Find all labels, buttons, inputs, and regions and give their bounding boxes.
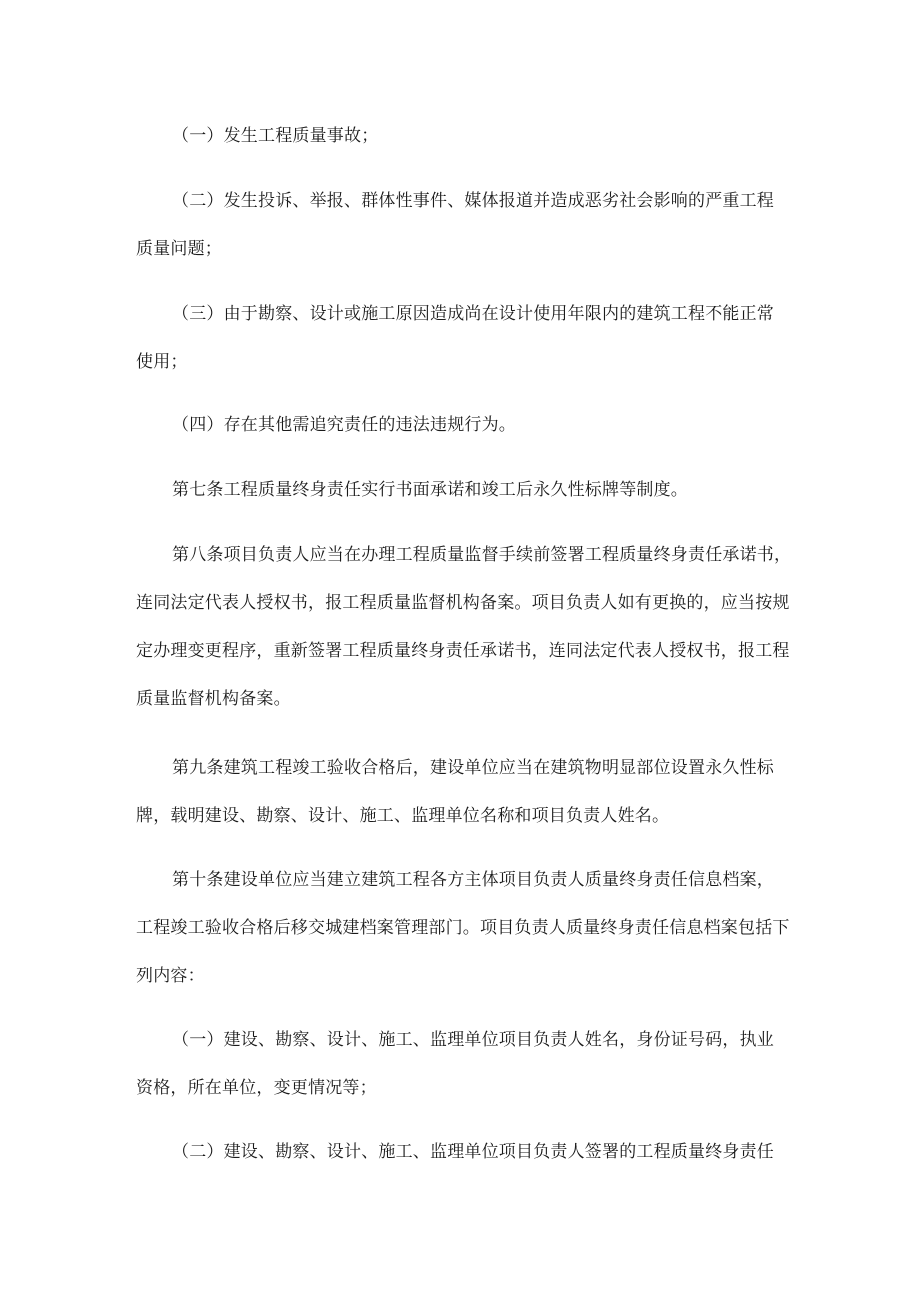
paragraph-line: 资格，所在单位，变更情况等； [136,1078,377,1098]
paragraph-line: 第七条工程质量终身责任实行书面承诺和竣工后永久性标牌等制度。 [172,480,688,500]
article-8 [136,527,796,727]
paragraph-item-3 [136,286,796,390]
paragraph-line: 质量问题； [136,239,222,259]
paragraph-line: 定办理变更程序，重新签署工程质量终身责任承诺书，连同法定代表人授权书，报工程 [136,641,790,661]
paragraph-line: 第十条建设单位应当建立建筑工程各方主体项目负责人质量终身责任信息档案， [172,870,774,890]
paragraph-item-1b [136,1012,796,1116]
paragraph-line: 列内容： [136,966,205,986]
paragraph-line: 连同法定代表人授权书，报工程质量监督机构备案。项目负责人如有更换的，应当按规 [136,593,790,613]
paragraph-item-4 [136,397,796,453]
paragraph-line: （一）建设、勘察、设计、施工、监理单位项目负责人姓名，身份证号码，执业 [172,1030,774,1050]
paragraph-line: 使用； [136,352,188,372]
paragraph-item-1 [136,108,796,164]
article-9 [136,740,796,844]
paragraph-item-2b [136,1124,796,1180]
paragraph-line: 质量监督机构备案。 [136,689,291,709]
paragraph-line: 第八条项目负责人应当在办理工程质量监督手续前签署工程质量终身责任承诺书， [172,545,792,565]
paragraph-line: （四）存在其他需追究责任的违法违规行为。 [172,415,516,435]
paragraph-line: 牌，载明建设、勘察、设计、施工、监理单位名称和项目负责人姓名。 [136,806,670,826]
article-10 [136,852,796,1004]
paragraph-line: （二）建设、勘察、设计、施工、监理单位项目负责人签署的工程质量终身责任 [172,1142,774,1162]
paragraph-line: （一）发生工程质量事故； [172,126,379,146]
paragraph-line: 工程竣工验收合格后移交城建档案管理部门。项目负责人质量终身责任信息档案包括下 [136,918,790,938]
paragraph-line: 第九条建筑工程竣工验收合格后，建设单位应当在建筑物明显部位设置永久性标 [172,758,774,778]
paragraph-line: （三）由于勘察、设计或施工原因造成尚在设计使用年限内的建筑工程不能正常 [172,304,774,324]
paragraph-item-2 [136,173,796,277]
article-7 [136,462,796,518]
paragraph-line: （二）发生投诉、举报、群体性事件、媒体报道并造成恶劣社会影响的严重工程 [172,191,774,211]
